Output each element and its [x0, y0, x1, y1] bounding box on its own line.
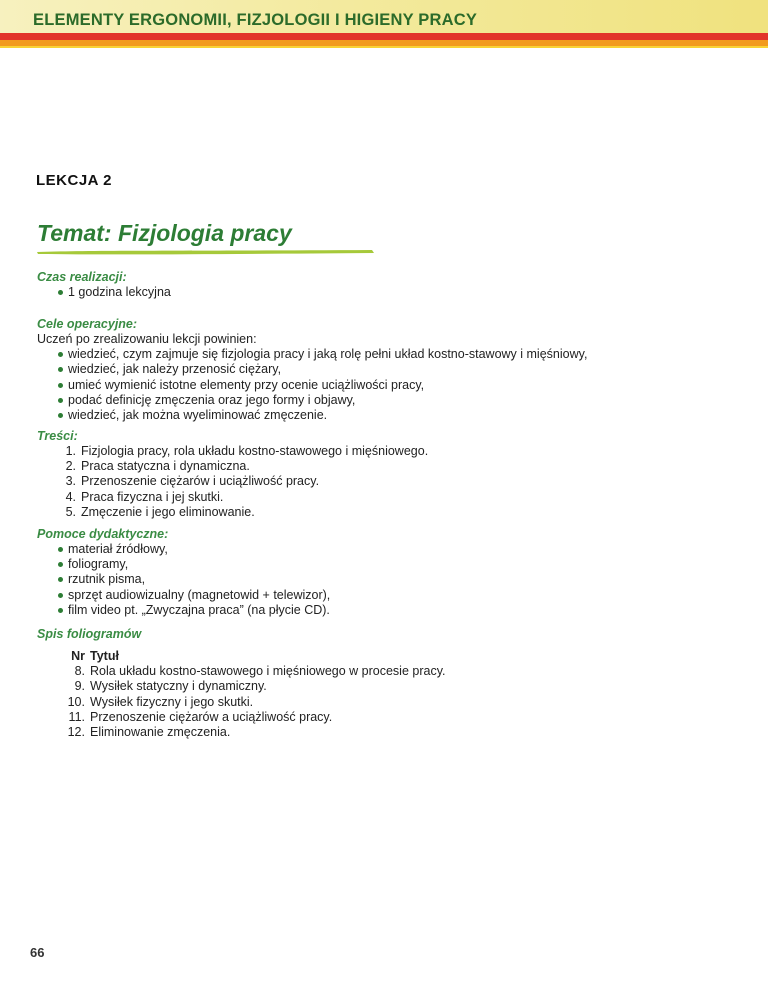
aids-list [37, 542, 757, 618]
table-row: 8. Rola układu kostno-stawowego i mięśniowego w procesie pracy. [74, 664, 446, 679]
header-title: ELEMENTY ERGONOMII, FIZJOLOGII I HIGIENY PRACY [33, 11, 478, 29]
column-header-nr: Nr [71, 649, 85, 663]
table-row: 9. Wysiłek statyczny i dynamiczny. [74, 679, 267, 694]
section-aids [37, 527, 757, 618]
duration-list [37, 285, 757, 300]
list-item: sprzęt audiowizualny (magnetowid + telewizor), [58, 588, 757, 603]
lesson-label: LEKCJA 2 [36, 172, 112, 189]
list-item: wiedzieć, jak można wyeliminować zmęczenie. [58, 408, 757, 423]
page-number: 66 [30, 945, 45, 960]
contents-list [37, 444, 757, 520]
header-stripe-yellow [0, 46, 768, 48]
objectives-list [37, 347, 757, 423]
page-header [0, 0, 768, 48]
list-item: podać definicję zmęczenia oraz jego formy i objawy, [58, 393, 757, 408]
duration-heading: Czas realizacji: [37, 270, 127, 284]
list-item: foliogramy, [58, 557, 757, 572]
list-item: 1 godzina lekcyjna [58, 285, 757, 300]
section-objectives [37, 317, 757, 423]
objectives-heading: Cele operacyjne: [37, 317, 138, 331]
list-item: 4. Praca fizyczna i jej skutki. [65, 489, 224, 504]
foliograms-table [37, 649, 757, 740]
list-item: rzutnik pisma, [58, 572, 757, 587]
objectives-intro: Uczeń po zrealizowaniu lekcji powinien: [37, 332, 257, 346]
list-item: wiedzieć, jak należy przenosić ciężary, [58, 362, 757, 377]
list-item: 3. Przenoszenie ciężarów i uciążliwość pracy. [65, 474, 320, 489]
aids-heading: Pomoce dydaktyczne: [37, 527, 169, 541]
foliograms-header-row [37, 649, 757, 664]
list-item: film video pt. „Zwyczajna praca” (na płycie CD). [58, 603, 757, 618]
list-item: umieć wymienić istotne elementy przy ocenie uciążliwości pracy, [58, 378, 757, 393]
contents-heading: Treści: [37, 429, 78, 443]
section-contents [37, 429, 757, 520]
list-item: 5. Zmęczenie i jego eliminowanie. [65, 504, 255, 519]
section-foliograms [37, 627, 757, 740]
list-item: 2. Praca statyczna i dynamiczna. [65, 459, 250, 474]
list-item: wiedzieć, czym zajmuje się fizjologia pracy i jaką rolę pełni układ kostno-stawowy i mięśniowy, [58, 347, 757, 362]
foliograms-heading: Spis foliogramów [37, 627, 142, 641]
topic-underline [36, 247, 376, 257]
list-item: 1. Fizjologia pracy, rola układu kostno-stawowego i mięśniowego. [65, 444, 429, 458]
topic-title: Temat: Fizjologia pracy [37, 220, 292, 246]
column-header-title: Tytuł [90, 649, 119, 663]
section-duration [37, 270, 757, 300]
list-item: materiał źródłowy, [58, 542, 757, 557]
table-row: 12. Eliminowanie zmęczenia. [67, 725, 231, 740]
table-row: 10. Wysiłek fizyczny i jego skutki. [67, 694, 254, 709]
table-row: 11. Przenoszenie ciężarów a uciążliwość pracy. [68, 709, 333, 724]
